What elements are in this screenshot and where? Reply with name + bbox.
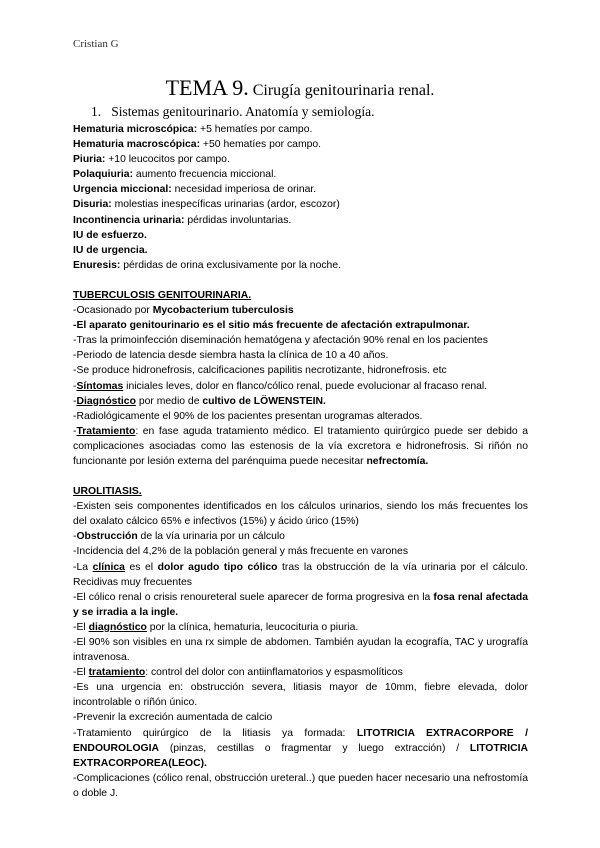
definitions-list	[73, 122, 528, 273]
uro-line: -El diagnóstico por la clínica, hematuria, leucocituria o piuria.	[73, 621, 359, 633]
tb-line: -Se produce hidronefrosis, calcificaciones papilitis necrotizante, hidronefrosis. etc	[73, 365, 447, 377]
uro-line: -Incidencia del 4,2% de la población general y más frecuente en varones	[73, 546, 409, 558]
uro-line: -Prevenir la excreción aumentada de calcio	[73, 712, 273, 724]
uro-line: -El cólico renal o crisis renoureteral suele aparecer de forma progresiva en la fosa renal afectada y se irradia a la ingle.	[73, 591, 528, 618]
definition-item: Hematuria macroscópica: +50 hematíes por campo.	[73, 139, 322, 151]
author-name: Cristian G	[73, 38, 119, 50]
uro-line: -El 90% son visibles en una rx simple de abdomen. También ayudan la ecografía, TAC y urografía intravenosa.	[73, 637, 528, 664]
definition-item: Disuria: molestias inespecíficas urinarias (ardor, escozor)	[73, 199, 340, 211]
definition-item: IU de urgencia.	[73, 244, 148, 256]
uro-line: -El tratamiento: control del dolor con antiinflamatorios y espasmolíticos	[73, 667, 403, 679]
tb-line: -Radiológicamente el 90% de los pacientes presentan urogramas alterados.	[73, 410, 423, 422]
uro-line: -La clínica es el dolor agudo tipo cólico tras la obstrucción de la vía urinaria por el cálculo. Recidivas muy frecuentes	[73, 561, 529, 588]
definition-item: Incontinencia urinaria: pérdidas involuntarias.	[73, 214, 292, 226]
tb-line: -El aparato genitourinario es el sitio más frecuente de afectación extrapulmonar.	[73, 320, 470, 332]
tb-line: -Periodo de latencia desde siembra hasta la clínica de 10 a 40 años.	[73, 350, 389, 362]
tb-heading: TUBERCULOSIS GENITOURINARIA.	[73, 289, 252, 301]
definition-item: Hematuria microscópica: +5 hematíes por campo.	[73, 124, 313, 135]
section-subtitle: 1. Sistemas genitourinario. Anatomía y semiología.	[91, 104, 375, 119]
definition-item: IU de esfuerzo.	[73, 229, 147, 241]
definition-item: Enuresis: pérdidas de orina exclusivamente por la noche.	[73, 259, 342, 271]
uro-line: -Es una urgencia en: obstrucción severa, litiasis mayor de 10mm, fiebre elevada, dolor incontrolable o riñón único.	[73, 682, 528, 709]
tb-line: -Diagnóstico por medio de cultivo de LÖWENSTEIN.	[73, 395, 326, 407]
uro-line: -Tratamiento quirúrgico de la litiasis ya formada: LITOTRICIA EXTRACORPORE / ENDOUROLOGIA (pinzas, cestillas o fragmentar y luego extracción) / LITOTRICIA EXTRACORPOREA(LEOC).	[73, 727, 528, 769]
uro-line: -Existen seis componentes identificados en los cálculos urinarios, siendo los más frecuentes los del oxalato cálcico 65% e infectivos (15%) y ácido úrico (15%)	[73, 501, 528, 528]
uro-heading: UROLITIASIS.	[73, 486, 142, 498]
title-sub: Cirugía genitourinaria renal.	[248, 82, 435, 99]
tb-line: -Ocasionado por Mycobacterium tuberculosis	[73, 305, 294, 317]
tb-line: -Síntomas iniciales leves, dolor en flanco/cólico renal, puede evolucionar al fracaso renal.	[73, 380, 488, 392]
definition-item: Polaquiuria: aumento frecuencia miccional.	[73, 169, 277, 181]
tb-line: -Tratamiento: en fase aguda tratamiento médico. El tratamiento quirúrgico puede ser debido a complicaciones asociadas como las estenosis de la vía excretora e hidronefrosis. Si riñón no funcionante por lesión externa del parénquima puede necesitar nefrectomía.	[73, 425, 528, 467]
tb-line: -Tras la primoinfección diseminación hematógena y afectación 90% renal en los pacientes	[73, 335, 488, 347]
page-title	[0, 76, 600, 103]
uro-line: -Obstrucción de la vía urinaria por un cálculo	[73, 531, 285, 543]
uro-line: -Complicaciones (cólico renal, obstrucción ureteral..) que pueden hacer necesario una nefrostomía o doble J.	[73, 772, 528, 799]
title-main: TEMA 9.	[165, 75, 249, 100]
document-body	[73, 122, 528, 801]
definition-item: Piuria: +10 leucocitos por campo.	[73, 154, 230, 166]
definition-item: Urgencia miccional: necesidad imperiosa de orinar.	[73, 184, 317, 196]
